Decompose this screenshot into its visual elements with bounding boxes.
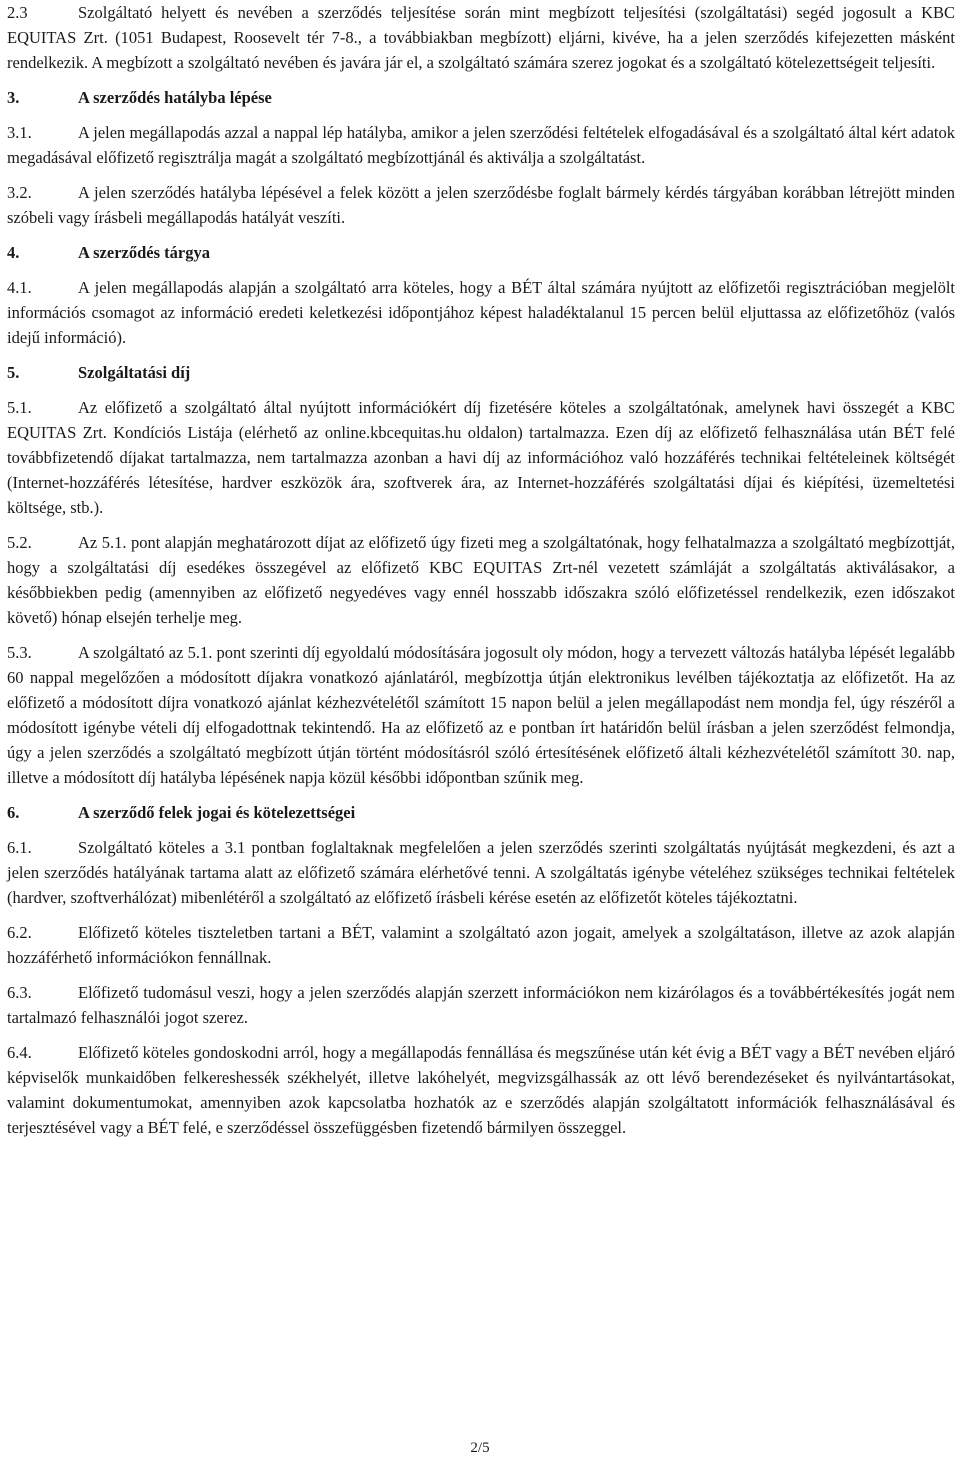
paragraph-3-1	[7, 120, 955, 170]
paragraph-5-2	[7, 530, 955, 630]
paragraph-3-2	[7, 180, 955, 230]
heading-title: A szerződés hatályba lépése	[78, 88, 272, 107]
paragraph-4-1	[7, 275, 955, 350]
paragraph-text: A jelen szerződés hatályba lépésével a felek között a jelen szerződésbe foglalt bármely kérdés tárgyában korábban létrejött minden szóbeli vagy írásbeli megállapodás hatályát veszíti.	[7, 183, 955, 227]
paragraph-text: A szolgáltató az 5.1. pont szerinti díj egyoldalú módosítására jogosult oly módon, hogy a tervezett változás hatályba lépését legalább 60 nappal megelőzően a módosított díjakra vonatkozó ajánlatáról, megbízottja útján elektronikus levélben tájékoztatja az előfizetőt. Ha az előfizető a módosított díjra vonatkozó ajánlat kézhezvételétől számított 15 napon belül a jelen megállapodást nem mondja fel, úgy részéről a módosított igénybe vételi díj elfogadottnak tekintendő. Ha az előfizető az e pontban írt határidőn belül írásban a jelen szerződést felmondja, úgy a jelen szerződés a szolgáltató megbízott útján történt módosításról szóló értesítésének előfizető általi kézhezvételétől számított 30. nap, illetve a módosított díj hatályba lépésének napja közül későbbi időpontban szűnik meg.	[7, 643, 955, 787]
paragraph-text: Előfizető köteles gondoskodni arról, hogy a megállapodás fennállása és megszűnése után két évig a BÉT vagy a BÉT nevében eljáró képviselők munkaidőben felkereshessék székhelyét, illetve lakóhelyét, megvizsgálhassák az ott lévő berendezéseket és nyilvántartásokat, valamint dokumentumokat, amennyiben azok kapcsolatba hozhatók az e szerződés alapján szolgáltatott információk felhasználásával és terjesztésével vagy a BÉT felé, e szerződéssel összefüggésben fizetendő bármilyen összeggel.	[7, 1043, 955, 1137]
heading-number: 3.	[7, 88, 20, 107]
paragraph-6-1	[7, 835, 955, 910]
document-page	[7, 0, 955, 1150]
heading-title: Szolgáltatási díj	[78, 363, 191, 382]
paragraph-text: Szolgáltató köteles a 3.1 pontban foglaltaknak megfelelően a jelen szerződés szerinti szolgáltatás nyújtását megkezdeni, és azt a jelen szerződés hatályának tartama alatt az előfizető számára elérhetővé tenni. A szolgáltatás igénybe vételéhez szükséges technikai feltételek (hardver, szoftverhálózat) mibenlétéről a szolgáltató az előfizető írásbeli kérése esetén az előfizetőt köteles tájékoztatni.	[7, 838, 955, 907]
paragraph-number: 3.2.	[7, 183, 32, 202]
section-heading-3	[7, 85, 955, 110]
paragraph-number: 3.1.	[7, 123, 32, 142]
paragraph-number: 6.3.	[7, 983, 32, 1002]
heading-number: 5.	[7, 363, 20, 382]
heading-number: 6.	[7, 803, 20, 822]
paragraph-6-2	[7, 920, 955, 970]
paragraph-2-3	[7, 0, 955, 75]
paragraph-number: 6.1.	[7, 838, 32, 857]
paragraph-text: A jelen megállapodás azzal a nappal lép hatályba, amikor a jelen szerződési feltételek elfogadásával és a szolgáltató által kért adatok megadásával előfizető regisztrálja magát a szolgáltató megbízottjánál és aktiválja a szolgáltatást.	[7, 123, 955, 167]
paragraph-text: Az előfizető a szolgáltató által nyújtott információkért díj fizetésére köteles a szolgáltatónak, amelynek havi összegét a KBC EQUITAS Zrt. Kondíciós Listája (elérhető az online.kbcequitas.hu oldalon) tartalmazza. Ezen díj az előfizető felhasználása után BÉT felé továbbfizetendő díjakat tartalmazza, nem tartalmazza azonban a havi díj az információhoz való hozzáférés technikai feltételeinek költségét (Internet-hozzáférés létesítése, hardver eszközök ára, szoftverek ára, az Internet-hozzáférés szolgáltatási díjai és kiépítési, üzemeltetési költsége, stb.).	[7, 398, 955, 517]
paragraph-5-1	[7, 395, 955, 520]
paragraph-text: Előfizető tudomásul veszi, hogy a jelen szerződés alapján szerzett információkon nem kizárólagos és a továbbértékesítés jogát nem tartalmazó felhasználói jogot szerez.	[7, 983, 955, 1027]
paragraph-number: 5.3.	[7, 643, 32, 662]
paragraph-text: A jelen megállapodás alapján a szolgáltató arra köteles, hogy a BÉT által számára nyújtott az előfizetői regisztrációban megjelölt információs csomagot az információ eredeti keletkezési időpontjához képest haladéktalanul 15 percen belül eljuttassa az előfizetőhöz (valós idejű információ).	[7, 278, 955, 347]
paragraph-number: 6.2.	[7, 923, 32, 942]
paragraph-6-3	[7, 980, 955, 1030]
paragraph-number: 6.4.	[7, 1043, 32, 1062]
paragraph-number: 4.1.	[7, 278, 32, 297]
section-heading-6	[7, 800, 955, 825]
paragraph-number: 5.1.	[7, 398, 32, 417]
paragraph-5-3	[7, 640, 955, 790]
page-number: 2/5	[470, 1440, 490, 1456]
paragraph-text: Az 5.1. pont alapján meghatározott díjat az előfizető úgy fizeti meg a szolgáltatónak, hogy felhatalmazza a szolgáltató megbízottját, hogy a szolgáltatási díj esedékes összegével az előfizető KBC EQUITAS Zrt-nél vezetett számláját a szolgáltatás aktiválásakor, a későbbiekben pedig (amennyiben az előfizető negyedéves vagy ennél hosszabb időszakra szóló előfizetéssel rendelkezik, ezen időszakot követő) hónap elsején terhelje meg.	[7, 533, 955, 627]
heading-title: A szerződés tárgya	[78, 243, 210, 262]
section-heading-4	[7, 240, 955, 265]
paragraph-text: Előfizető köteles tiszteletben tartani a BÉT, valamint a szolgáltató azon jogait, amelyek a szolgáltatáson, illetve az azok alapján hozzáférhető információkon fennállnak.	[7, 923, 955, 967]
heading-title: A szerződő felek jogai és kötelezettségei	[78, 803, 356, 822]
paragraph-6-4	[7, 1040, 955, 1140]
heading-number: 4.	[7, 243, 20, 262]
paragraph-text: Szolgáltató helyett és nevében a szerződés teljesítése során mint megbízott teljesítési (szolgáltatási) segéd jogosult a KBC EQUITAS Zrt. (1051 Budapest, Roosevelt tér 7-8., a továbbiakban megbízott) eljárni, kivéve, ha a jelen szerződés kifejezetten másként rendelkezik. A megbízott a szolgáltató nevében és javára jár el, a szolgáltató számára szerez jogokat és a szolgáltató kötelezettségeit teljesíti.	[7, 3, 955, 72]
section-heading-5	[7, 360, 955, 385]
paragraph-number: 5.2.	[7, 533, 32, 552]
paragraph-number: 2.3	[7, 3, 28, 22]
